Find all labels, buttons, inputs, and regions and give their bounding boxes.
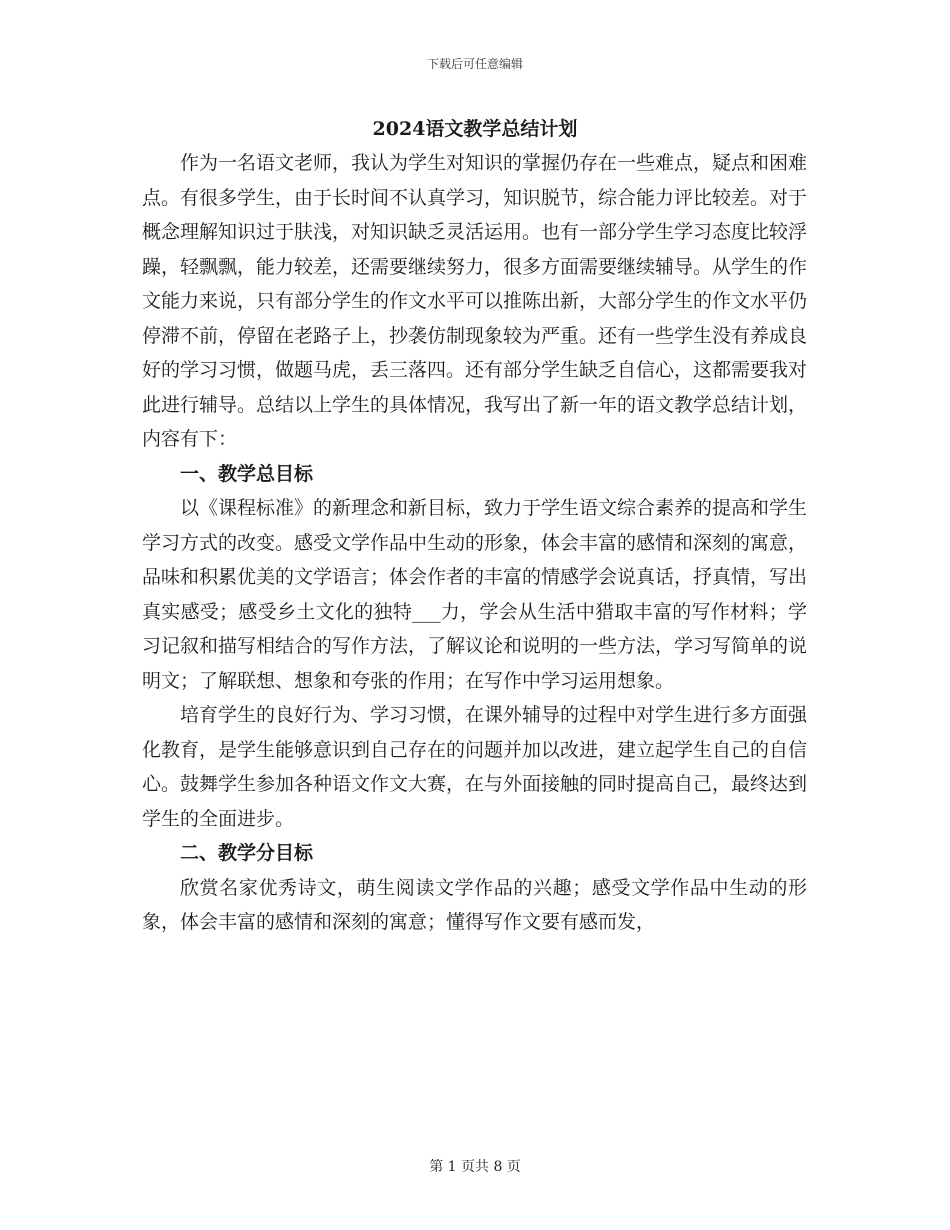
page-number: 第 1 页共 8 页 [429,1159,521,1175]
body-paragraph: 作为一名语文老师，我认为学生对知识的掌握仍存在一些难点，疑点和困难点。有很多学生，由于长时间不认真学习，知识脱节，综合能力评比较差。对于概念理解知识过于肤浅，对知识缺乏灵活运用。也有一部分学生学习态度比较浮躁，轻飘飘，能力较差，还需要继续努力，很多方面需要继续辅导。从学生的作文能力来说，只有部分学生的作文水平可以推陈出新，大部分学生的作文水平仍停滞不前，停留在老路子上，抄袭仿制现象较为严重。还有一些学生没有养成良好的学习习惯，做题马虎，丢三落四。还有部分学生缺乏自信心，这都需要我对此进行辅导。总结以上学生的具体情况，我写出了新一年的语文教学总结计划，内容有下： [142,152,808,450]
body-paragraph: 欣赏名家优秀诗文，萌生阅读文学作品的兴趣；感受文学作品中生动的形象，体会丰富的感情和深刻的寓意；懂得写作文要有感而发， [142,876,807,933]
body-paragraph: 以《课程标准》的新理念和新目标，致力于学生语文综合素养的提高和学生学习方式的改变。感受文学作品中生动的形象，体会丰富的感情和深刻的寓意，品味和积累优美的文学语言；体会作者的丰富的情感学会说真话，抒真情，写出真实感受；感受乡土文化的独特___力，学会从生活中猎取丰富的写作材料；学习记叙和描写相结合的写作方法，了解议论和说明的一些方法，学习写简单的说明文；了解联想、想象和夸张的作用；在写作中学习运用想象。 [142,497,808,692]
section-heading: 一、教学总目标 [180,462,314,485]
document-body [142,146,807,940]
body-paragraph: 培育学生的良好行为、学习习惯，在课外辅导的过程中对学生进行多方面强化教育，是学生能够意识到自己存在的问题并加以改进，建立起学生自己的自信心。鼓舞学生参加各种语文作文大赛，在与外面接触的同时提高自己，最终达到学生的全面进步。 [142,704,808,830]
document-title: 2024语文教学总结计划 [372,118,578,140]
section-heading: 二、教学分目标 [180,842,314,864]
page-header-note: 下载后可任意编辑 [426,57,523,71]
